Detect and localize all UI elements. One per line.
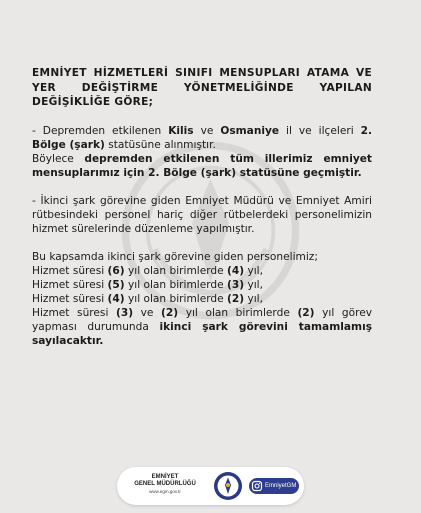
footer-title-2: GENEL MÜDÜRLÜĞÜ: [134, 481, 196, 487]
footer-badge: [117, 467, 304, 505]
footer-branding: [131, 474, 199, 495]
instagram-icon: [251, 480, 263, 492]
footer-url[interactable]: www.egm.gov.tr: [149, 489, 181, 494]
list-item: Hizmet süresi (6) yıl olan birimlerde (4) yıl,: [32, 264, 263, 277]
announcement-content: [32, 66, 372, 362]
paragraph-hizmet-sureleri: - İkinci şark görevine giden Emniyet Müdürü ve Emniyet Amiri rütbesindeki personel hariç diğer rütbelerdeki personelimizin hizmet sürelerinde düzenleme yapılmıştır.: [32, 194, 372, 235]
list-item: Hizmet süresi (4) yıl olan birimlerde (2) yıl,: [32, 292, 263, 305]
police-emblem-icon: [213, 471, 243, 501]
instagram-link[interactable]: [249, 478, 299, 494]
paragraph-deprem: - Depremden etkilenen Kilis ve Osmaniye il ve ilçeleri 2. Bölge (şark) statüsüne alınmıştır. Böylece depremden etkilenen tüm illerimiz emniyet mensuplarımız için 2. Bölge (şark) statüsüne geçmiştir.: [32, 124, 372, 179]
instagram-handle: EmniyetGM: [265, 483, 297, 489]
announcement-heading: EMNİYET HİZMETLERİ SINIFI MENSUPLARI ATAMA VE YER DEĞİŞTİRME YÖNETMELİĞİNDE YAPILAN DEĞİŞİKLİĞE GÖRE;: [32, 67, 372, 108]
kapsam-intro: Bu kapsamda ikinci şark görevine giden personelimiz;: [32, 250, 318, 263]
list-item: Hizmet süresi (3) ve (2) yıl olan birimlerde (2) yıl görev yapması durumunda ikinci şark görevini tamamlamış sayılacaktır.: [32, 306, 373, 347]
footer-title-1: EMNİYET: [151, 474, 179, 480]
list-item: Hizmet süresi (5) yıl olan birimlerde (3) yıl,: [32, 278, 263, 291]
paragraph-kapsam: [32, 250, 372, 348]
